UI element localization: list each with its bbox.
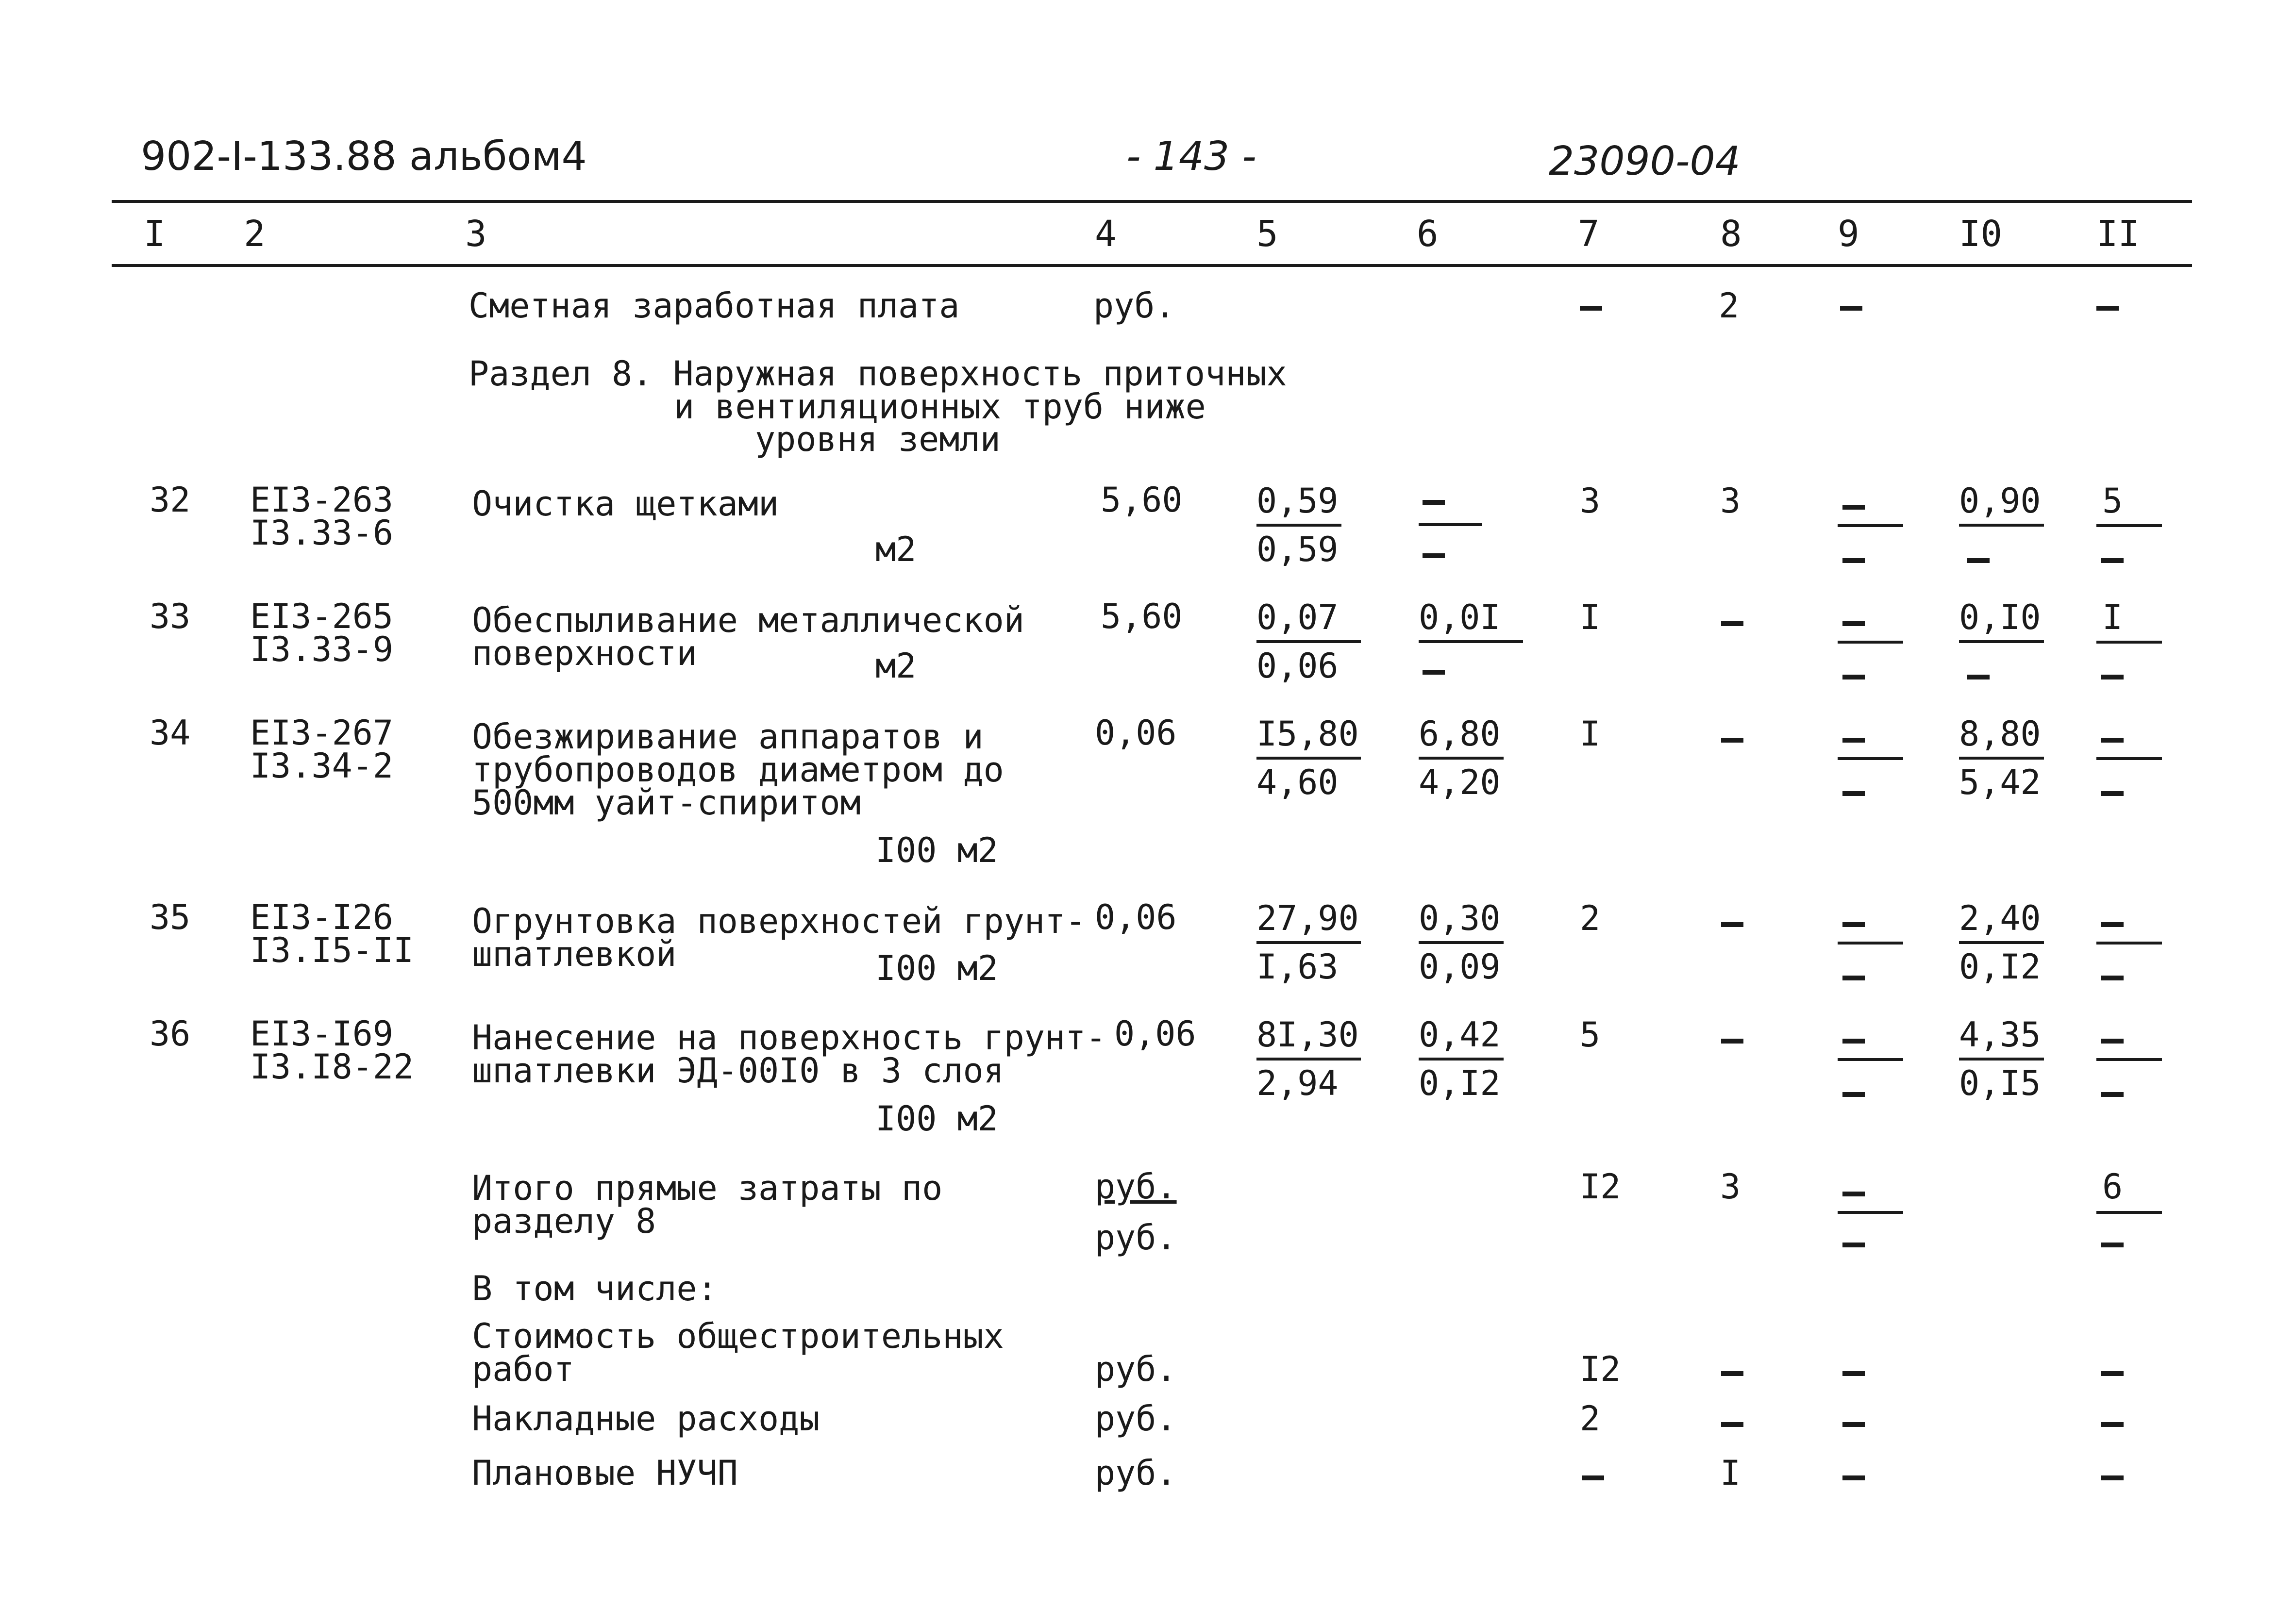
row-name: Обезжиривание аппаратов и <box>472 717 984 757</box>
c10-top: 0,90 <box>1959 481 2041 521</box>
row-name-line3: 500мм уайт-спиритом <box>472 783 861 823</box>
row-c9-bottom <box>1842 558 1865 563</box>
column-header-7: 7 <box>1578 213 1600 255</box>
row-name: Очистка щетками <box>472 484 779 524</box>
totals-c9-bottom <box>1842 1243 1865 1247</box>
row-unit: м2 <box>875 646 917 686</box>
row-c10-bottom <box>1967 675 1990 679</box>
row-quantity: 0,06 <box>1114 1014 1196 1054</box>
row-code-secondary: I3.33-6 <box>250 513 394 553</box>
row-c9-bottom <box>1842 791 1865 796</box>
row-c11-bottom <box>2101 675 2124 679</box>
totals-unit-top: руб. <box>1095 1167 1177 1207</box>
page-number: - 143 - <box>1126 133 1256 180</box>
row-name-line2: поверхности <box>472 633 697 673</box>
sub-row-unit: руб. <box>1095 1453 1177 1493</box>
totals-unit-bottom: руб. <box>1095 1218 1177 1258</box>
totals-c7: I2 <box>1580 1167 1621 1207</box>
row-c6-bottom <box>1423 670 1445 675</box>
row-code: EI3-265 <box>250 597 394 636</box>
table-header-rule <box>112 264 2192 267</box>
row-unit: м2 <box>875 530 917 569</box>
totals-c11: 6 <box>2102 1167 2123 1207</box>
sub-row-unit: руб. <box>1095 1349 1177 1389</box>
row-c9-top <box>1842 505 1865 510</box>
row-c7: 3 <box>1580 481 1601 521</box>
table-top-rule <box>112 200 2192 203</box>
row-quantity: 5,60 <box>1101 480 1183 520</box>
column-header-3: 3 <box>465 213 487 255</box>
sub-row-label: Стоимость общестроительных <box>472 1316 1004 1356</box>
sub-row-c11 <box>2101 1371 2124 1376</box>
document-code: 23090-04 <box>1549 138 1741 184</box>
sub-row-c11 <box>2101 1475 2124 1480</box>
smeta-c9 <box>1840 306 1862 311</box>
row-c11-bottom <box>2101 791 2124 796</box>
column-header-9: 9 <box>1838 213 1859 255</box>
smeta-c11 <box>2096 306 2119 311</box>
c5-top: 0,59 <box>1256 481 1339 521</box>
column-header-11: II <box>2096 213 2140 255</box>
sub-row-c9 <box>1842 1371 1865 1376</box>
sub-row-c9 <box>1842 1475 1865 1480</box>
row-c8: 3 <box>1720 481 1741 521</box>
sub-row-c8 <box>1721 1371 1743 1376</box>
totals-label: Итого прямые затраты по <box>472 1168 943 1208</box>
row-c8 <box>1721 621 1743 626</box>
row-number: 32 <box>150 480 191 520</box>
totals-c8: 3 <box>1720 1167 1741 1207</box>
row-c9-top <box>1842 1039 1865 1044</box>
sub-row-c9 <box>1842 1422 1865 1427</box>
column-header-2: 2 <box>244 213 266 255</box>
row-c6-top <box>1423 500 1445 505</box>
sub-row-c11 <box>2101 1422 2124 1427</box>
column-header-5: 5 <box>1256 213 1278 255</box>
including-label: В том числе: <box>472 1269 718 1309</box>
column-header-1: I <box>144 213 166 255</box>
smeta-label: Сметная заработная плата <box>469 286 960 326</box>
row-c9-bottom <box>1842 1092 1865 1097</box>
c5-bottom: 0,59 <box>1256 530 1339 569</box>
column-header-6: 6 <box>1417 213 1439 255</box>
row-code: EI3-263 <box>250 480 394 520</box>
sub-row-c7: I2 <box>1580 1349 1621 1389</box>
section-title-line2: и вентиляционных труб ниже <box>674 387 1206 427</box>
sub-row-c7: 2 <box>1580 1399 1601 1439</box>
row-number: 35 <box>150 897 191 937</box>
row-quantity: 0,06 <box>1095 713 1177 753</box>
sub-row-label: Плановые НУЧП <box>472 1453 738 1493</box>
row-c7: 2 <box>1580 898 1601 938</box>
sub-row-c8: I <box>1720 1453 1741 1493</box>
row-c10-bottom <box>1967 558 1990 563</box>
column-header-4: 4 <box>1095 213 1117 255</box>
row-c11-top <box>2101 1039 2124 1044</box>
row-name: Огрунтовка поверхностей грунт- <box>472 901 1086 941</box>
row-c7: I <box>1580 597 1601 637</box>
row-c11: I <box>2102 597 2123 637</box>
row-name: Нанесение на поверхность грунт- <box>472 1018 1106 1058</box>
section-title-line1: Раздел 8. Наружная поверхность приточных <box>469 354 1287 394</box>
smeta-c7 <box>1580 306 1602 311</box>
sub-row-c7 <box>1582 1475 1604 1480</box>
row-name-line2: шпатлевкой <box>472 934 677 974</box>
row-number: 33 <box>150 597 191 636</box>
row-code-secondary: I3.33-9 <box>250 630 394 669</box>
row-quantity: 0,06 <box>1095 897 1177 937</box>
column-header-10: I0 <box>1959 213 2003 255</box>
totals-c9-top <box>1842 1192 1865 1196</box>
totals-label-line2: разделу 8 <box>472 1201 656 1241</box>
smeta-c8: 2 <box>1719 286 1740 326</box>
row-unit: I00 м2 <box>875 948 998 988</box>
smeta-unit: руб. <box>1093 286 1175 326</box>
row-number: 36 <box>150 1014 191 1054</box>
row-quantity: 5,60 <box>1101 597 1183 636</box>
row-c9-bottom <box>1842 675 1865 679</box>
row-c11: 5 <box>2102 481 2123 521</box>
row-c11-bottom <box>2101 976 2124 980</box>
row-c8 <box>1721 1039 1743 1044</box>
document-reference: 902-I-133.88 альбом4 <box>141 133 587 180</box>
row-c9-top <box>1842 738 1865 743</box>
row-code: EI3-I69 <box>250 1014 394 1054</box>
totals-c11-bottom <box>2101 1243 2124 1247</box>
row-c7: 5 <box>1580 1015 1601 1055</box>
row-number: 34 <box>150 713 191 753</box>
row-c11-bottom <box>2101 558 2124 563</box>
column-header-8: 8 <box>1720 213 1742 255</box>
row-code-secondary: I3.I5-II <box>250 930 414 970</box>
row-c11-top <box>2101 922 2124 927</box>
sub-row-label-line2: работ <box>472 1349 574 1389</box>
row-name: Обеспыливание металлической <box>472 600 1024 640</box>
row-c7: I <box>1580 714 1601 754</box>
row-c9-bottom <box>1842 976 1865 980</box>
row-code: EI3-267 <box>250 713 394 753</box>
row-name-line2: шпатлевки ЭД-00I0 в 3 слоя <box>472 1051 1004 1091</box>
row-c11-top <box>2101 738 2124 743</box>
row-c9-top <box>1842 621 1865 626</box>
row-code: EI3-I26 <box>250 897 394 937</box>
sub-row-unit: руб. <box>1095 1399 1177 1439</box>
row-c8 <box>1721 922 1743 927</box>
row-unit: I00 м2 <box>875 830 998 870</box>
row-code-secondary: I3.34-2 <box>250 746 394 786</box>
row-c9-top <box>1842 922 1865 927</box>
row-name-line2: трубопроводов диаметром до <box>472 750 1004 790</box>
row-unit: I00 м2 <box>875 1099 998 1139</box>
sub-row-label: Накладные расходы <box>472 1399 820 1439</box>
row-code-secondary: I3.I8-22 <box>250 1047 414 1087</box>
row-c6-bottom <box>1423 553 1445 558</box>
sub-row-c8 <box>1721 1422 1743 1427</box>
section-title-line3: уровня земли <box>755 419 1001 459</box>
row-c11-bottom <box>2101 1092 2124 1097</box>
row-c8 <box>1721 738 1743 743</box>
